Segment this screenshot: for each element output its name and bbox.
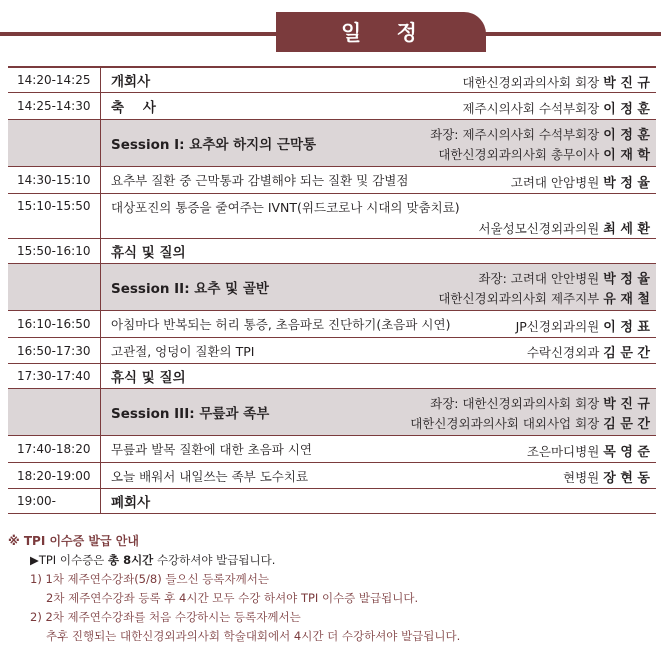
notice-text: ▶TPI 이수증은 [30,553,108,567]
session-title: Session III: 무릎과 족부 [111,406,270,422]
chair-name: 이 재 학 [603,148,650,163]
row-title: 요추부 질환 중 근막통과 감별해야 되는 질환 및 감별점 [111,173,409,188]
schedule-row [8,194,656,239]
notice-line: 1) 1차 제주연수강좌(5/8) 들으신 등록자께서는 [30,572,269,586]
row-title: 오늘 배워서 내일쓰는 족부 도수치료 [111,468,309,484]
speaker-affiliation: 고려대 안암병원 [510,175,600,190]
row-title: 축 사 [111,100,156,116]
chair-affiliation: 좌장: 고려대 안안병원 [478,271,600,286]
column-divider [100,68,101,92]
speaker [511,172,650,191]
column-divider [100,167,101,193]
notice-line: 추후 진행되는 대한신경외과의사회 학술대회에서 4시간 더 수강하셔야 발급됩니다. [46,629,461,643]
column-divider [100,194,101,238]
row-time: 14:25-14:30 [17,99,91,113]
notice-text: 수강하셔야 발급됩니다. [153,553,276,567]
session-row [8,389,656,436]
schedule-row [8,93,656,120]
speaker-name: 목 영 준 [603,445,650,460]
chair-affiliation: 좌장: 제주시의사회 수석부회장 [430,127,600,142]
row-time: 19:00- [17,494,56,508]
session-title: Session II: 요추 및 골반 [111,281,269,297]
session-title: Session I: 요추와 하지의 근막통 [111,137,317,153]
speaker [516,316,650,335]
schedule-row [8,489,656,514]
speaker-affiliation: 현병원 [563,470,600,485]
speaker-affiliation: 서울성모신경외과의원 [478,221,600,236]
column-divider [100,120,101,166]
session-row [8,120,656,167]
chair-affiliation: 대한신경외과의사회 제주지부 [438,291,600,306]
schedule-row [8,239,656,264]
row-title: 휴식 및 질의 [111,245,186,261]
session-row [8,264,656,311]
speaker [527,342,650,361]
schedule-row [8,167,656,194]
row-title: 휴식 및 질의 [111,370,186,386]
row-time: 17:40-18:20 [17,442,91,456]
speaker [462,98,650,117]
row-time: 16:10-16:50 [17,317,91,331]
schedule-row [8,364,656,389]
chair-name: 박 진 규 [603,397,650,412]
notice-line: 2차 제주연수강좌 등록 후 4시간 모두 수강 하셔야 TPI 이수증 발급됩니다. [46,591,419,605]
notice-line [8,551,658,570]
column-divider [100,311,101,337]
row-time: 15:50-16:10 [17,244,91,258]
speaker-name: 박 진 규 [603,76,650,91]
row-title: 아침마다 반복되는 허리 통증, 초음파로 진단하기(초음파 시연) [111,317,451,332]
schedule-row [8,68,656,93]
notice-emphasis: 총 8시간 [107,553,154,567]
column-divider [100,389,101,435]
chair-affiliation: 좌장: 대한신경외과의사회 회장 [430,396,600,411]
speaker-affiliation: 수락신경외과 [526,345,600,360]
speaker-affiliation: 제주시의사회 수석부회장 [462,101,600,116]
chair [430,393,650,412]
speaker-name: 이 정 훈 [603,102,650,117]
notice-heading: ※ TPI 이수증 발급 안내 [8,534,139,548]
row-time: 14:20-14:25 [17,73,91,87]
chair-name: 유 재 철 [603,292,650,307]
schedule-row [8,338,656,364]
speaker [563,467,650,486]
speaker-name: 장 현 동 [603,471,650,486]
chair-name: 박 정 율 [603,272,650,287]
speaker-name: 이 정 표 [603,320,650,335]
row-time: 14:30-15:10 [17,173,91,187]
chair-name: 김 문 간 [603,417,650,432]
column-divider [100,239,101,263]
speaker [479,218,651,237]
row-title: 무릎과 발목 질환에 대한 초음파 시연 [111,442,312,457]
row-time: 15:10-15:50 [17,199,91,213]
column-divider [100,338,101,363]
row-title: 대상포진의 통증을 줄여주는 IVNT(위드코로나 시대의 맞춤치료) [111,200,460,215]
chair [478,268,650,287]
row-title: 고관절, 엉덩이 질환의 TPI [111,343,255,359]
row-title: 폐회사 [111,495,151,511]
column-divider [100,489,101,513]
schedule-row [8,436,656,463]
row-time: 18:20-19:00 [17,468,91,483]
chair-affiliation: 대한신경외과의사회 대외사업 회장 [410,416,600,431]
schedule-row [8,463,656,489]
tpi-notice [8,532,658,646]
chair [430,124,650,143]
column-divider [100,436,101,462]
page-title: 일 정 [276,12,486,52]
speaker-affiliation: 조은마디병원 [526,444,600,459]
row-title: 개회사 [111,74,151,90]
chair [410,413,650,432]
chair [438,144,650,163]
speaker [462,72,650,91]
column-divider [100,463,101,488]
speaker-affiliation: JP신경외과의원 [515,319,600,334]
column-divider [100,93,101,119]
speaker-affiliation: 대한신경외과의사회 회장 [462,75,600,90]
speaker-name: 박 정 율 [603,176,650,191]
chair-name: 이 정 훈 [603,128,650,143]
notice-line: 2) 2차 제주연수강좌를 처음 수강하시는 등록자께서는 [30,610,301,624]
speaker [527,441,650,460]
schedule-table [8,66,656,514]
column-divider [100,264,101,310]
row-time: 16:50-17:30 [17,343,91,358]
column-divider [100,364,101,388]
chair-affiliation: 대한신경외과의사회 총무이사 [438,147,600,162]
speaker-name: 최 세 환 [603,222,650,237]
chair [438,288,650,307]
row-time: 17:30-17:40 [17,369,91,383]
schedule-row [8,311,656,338]
speaker-name: 김 문 간 [603,346,650,361]
